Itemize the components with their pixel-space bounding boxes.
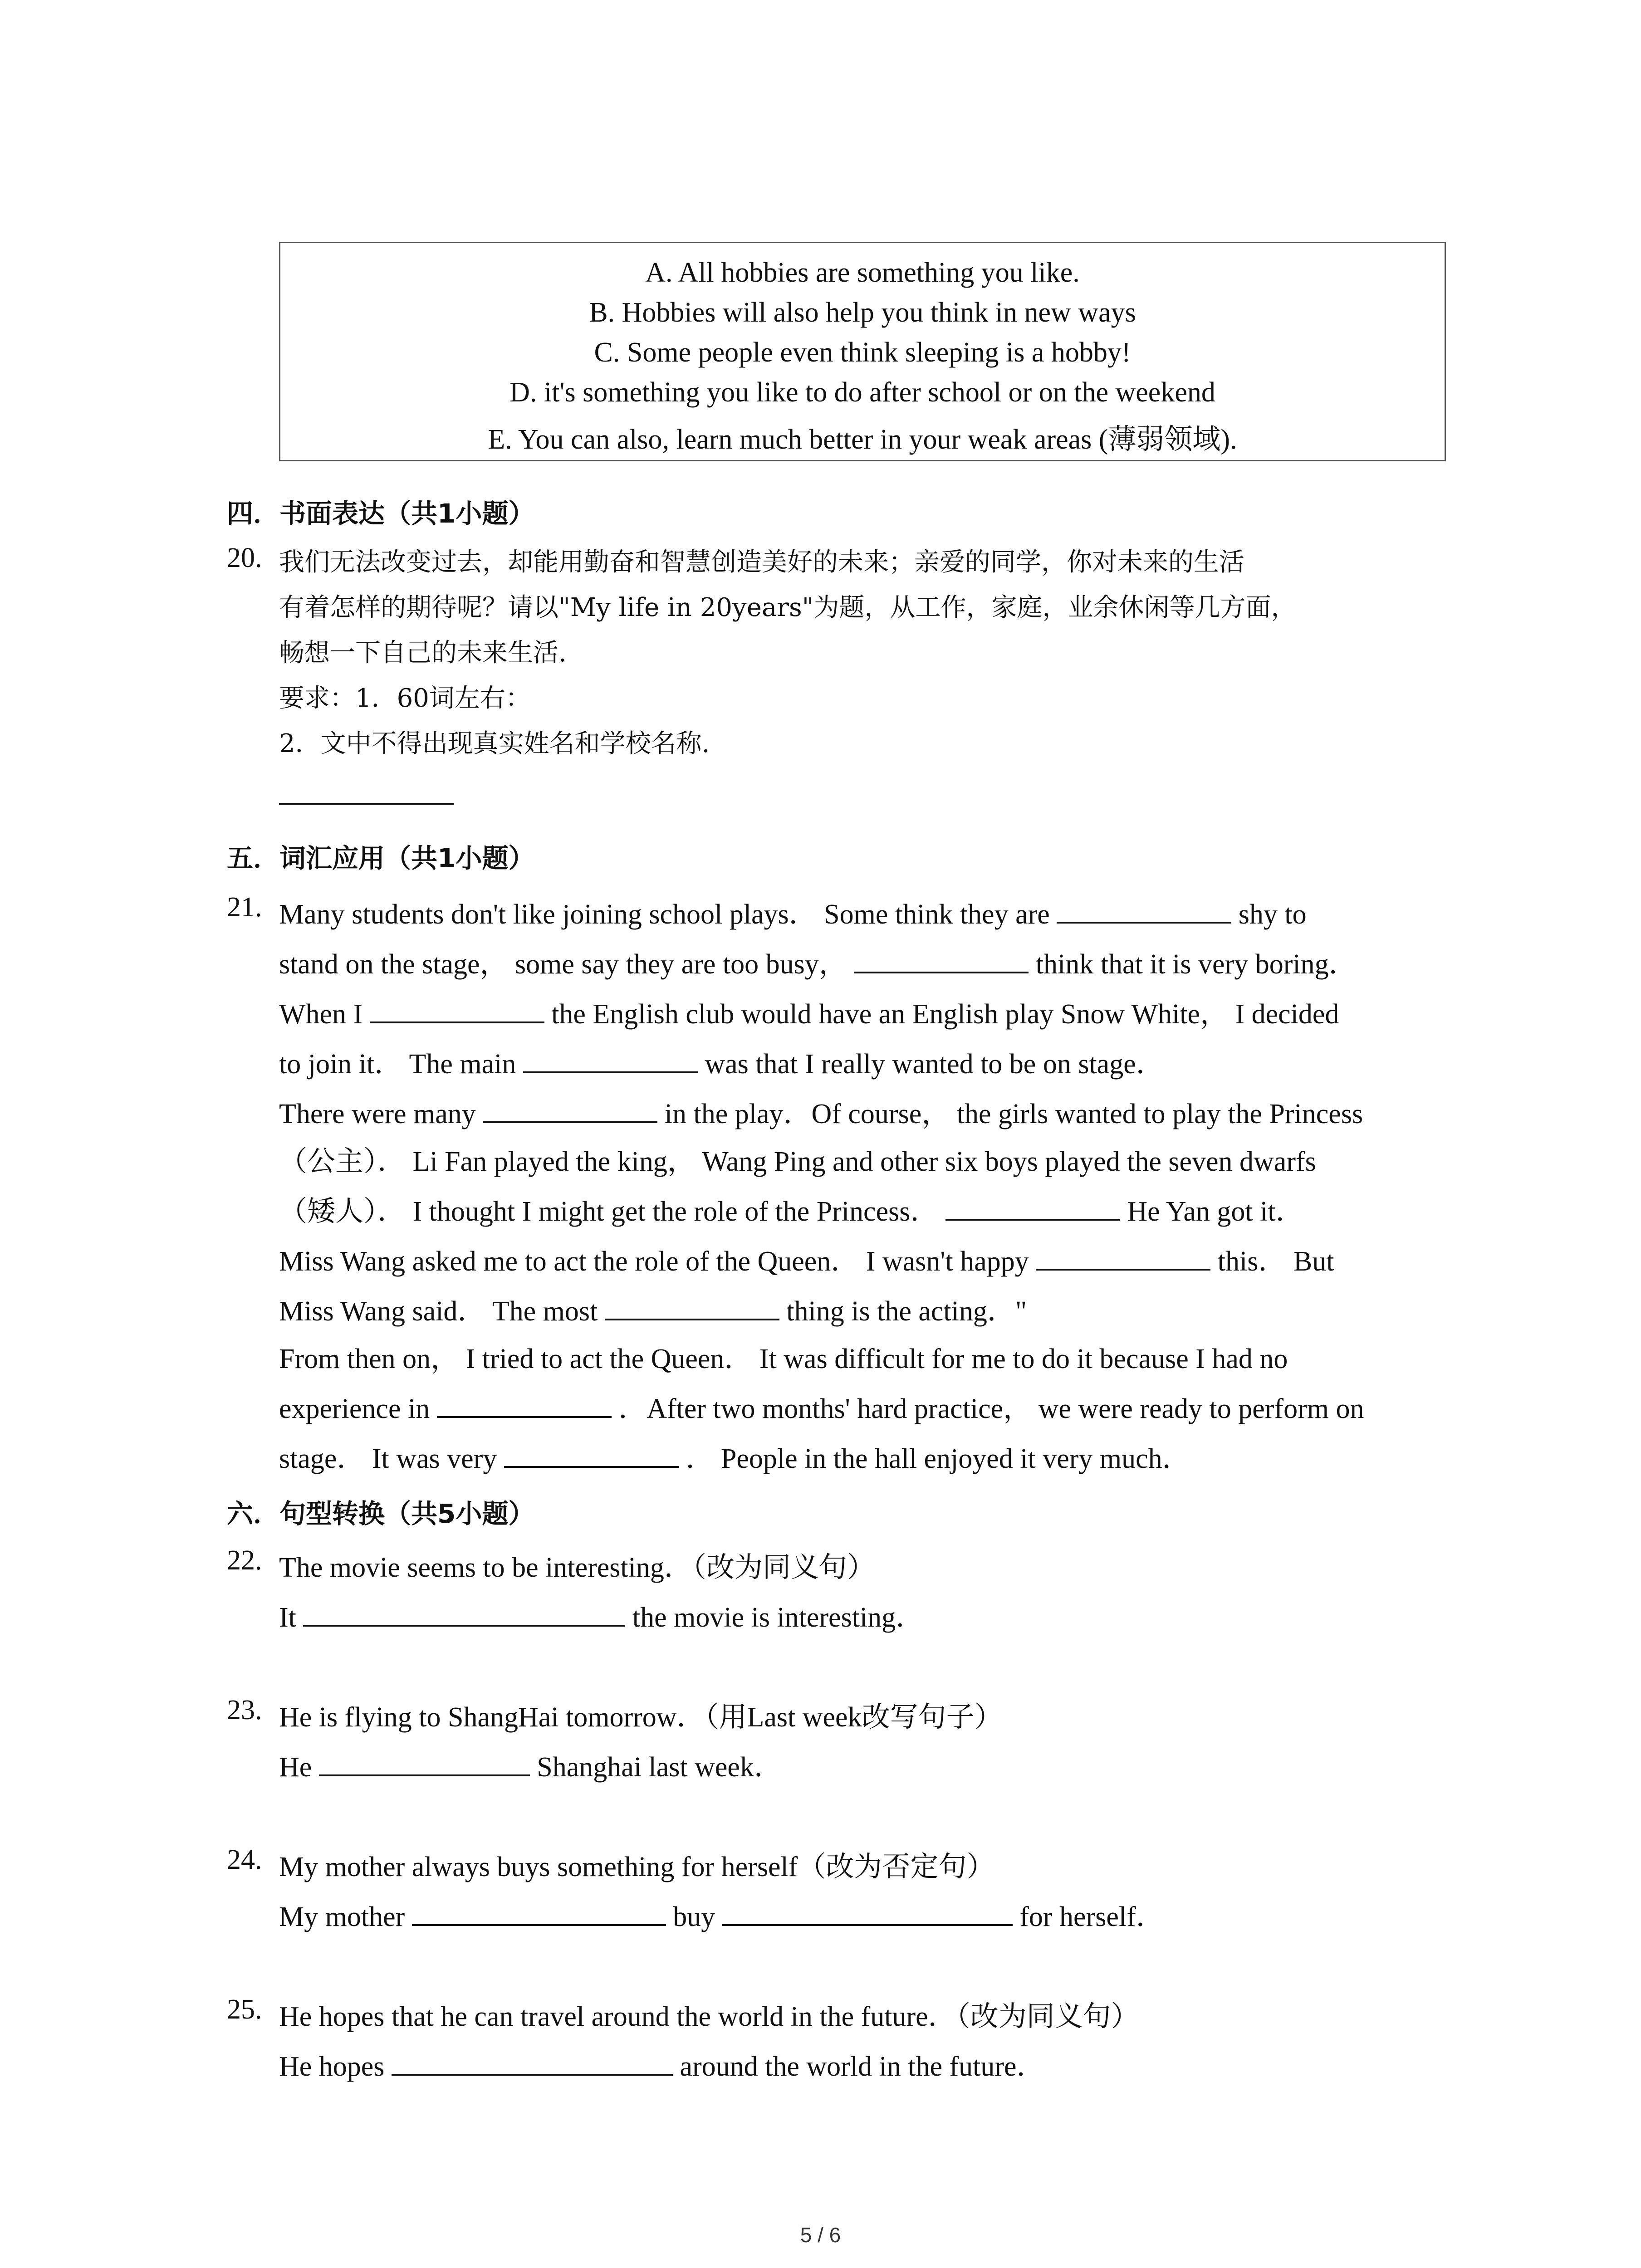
q20-line-4: 要求：1．60词左右： — [279, 684, 531, 713]
text: thing is the acting．" — [779, 1296, 1027, 1327]
text: Shanghai last week． — [529, 1752, 782, 1783]
q23-question: He is flying to ShangHai tomorrow．（用Last week改写句子） — [279, 1702, 1003, 1733]
text: to join it． The main — [279, 1049, 523, 1080]
text: Miss Wang asked me to act the role of the Queen． I wasn't happy — [279, 1246, 1036, 1277]
blank-q23[interactable] — [319, 1756, 530, 1776]
text: It — [279, 1602, 304, 1633]
option-c: C. Some people even think sleeping is a hobby! — [594, 337, 1131, 368]
question-number-20: 20. — [227, 543, 262, 573]
text: for herself． — [1012, 1901, 1164, 1932]
text: ．After two months' hard practice， we were ready to perform on — [611, 1393, 1364, 1424]
blank-8[interactable] — [605, 1300, 779, 1320]
question-number-23: 23. — [227, 1695, 262, 1725]
text: around the world in the future． — [672, 2051, 1045, 2082]
q21-line-10 — [279, 1336, 1288, 1376]
blank-5[interactable] — [483, 1103, 657, 1123]
text: Miss Wang said． The most — [279, 1296, 605, 1327]
text: experience in — [279, 1393, 437, 1424]
blank-q24-1[interactable] — [412, 1906, 666, 1926]
q21-line-12 — [279, 1436, 1190, 1476]
blank-q22[interactable] — [303, 1607, 625, 1627]
section-heading-5: 五．词汇应用（共1小题） — [227, 843, 535, 874]
question-number-24: 24. — [227, 1844, 262, 1875]
q21-line-9 — [279, 1288, 1027, 1329]
options-box — [279, 242, 1446, 461]
text: stand on the stage， some say they are too busy， — [279, 949, 854, 980]
q23-answer — [279, 1744, 782, 1784]
blank-4[interactable] — [523, 1053, 698, 1073]
q21-line-2 — [279, 941, 1357, 982]
q21-line-5 — [279, 1091, 1363, 1131]
text: ． People in the hall enjoyed it very much． — [678, 1443, 1190, 1474]
q21-line-7 — [279, 1188, 1304, 1229]
q21-line-1 — [279, 891, 1307, 932]
text: buy — [666, 1901, 722, 1932]
q21-line-11 — [279, 1386, 1364, 1426]
text: Many students don't like joining school plays． Some think they are — [279, 899, 1057, 930]
q24-question: My mother always buys something for herself（改为否定句） — [279, 1852, 995, 1882]
question-number-25: 25. — [227, 1994, 262, 2025]
text: From then on， I tried to act the Queen． It was difficult for me to do it because I had no — [279, 1344, 1288, 1374]
text: stage． It was very — [279, 1443, 504, 1474]
blank-q24-2[interactable] — [722, 1906, 1013, 1926]
q24-answer — [279, 1894, 1164, 1934]
text: He hopes — [279, 2051, 392, 2082]
q21-line-4 — [279, 1041, 1164, 1081]
q20-line-2: 有着怎样的期待呢？请以"My life in 20years"为题，从工作，家庭，业余休闲等几方面， — [279, 593, 1297, 622]
section-heading-4: 四．书面表达（共1小题） — [227, 498, 535, 529]
q21-line-8 — [279, 1238, 1334, 1279]
text: this． But — [1210, 1246, 1334, 1277]
answer-line-q20[interactable] — [279, 803, 454, 805]
blank-6[interactable] — [945, 1201, 1120, 1221]
text: shy to — [1231, 899, 1307, 930]
page-number: 5 / 6 — [800, 2223, 841, 2247]
blank-9[interactable] — [437, 1398, 612, 1418]
question-number-22: 22. — [227, 1545, 262, 1576]
text: There were many — [279, 1099, 483, 1129]
text: He Yan got it． — [1120, 1196, 1304, 1227]
q21-line-3 — [279, 991, 1339, 1031]
text: He — [279, 1752, 319, 1783]
text: （矮人）． I thought I might get the role of the Princess． — [279, 1196, 945, 1227]
q22-answer — [279, 1594, 924, 1635]
section-heading-6: 六．句型转换（共5小题） — [227, 1498, 535, 1529]
text: My mother — [279, 1901, 412, 1932]
option-e: E. You can also, learn much better in your weak areas (薄弱领域). — [488, 424, 1237, 455]
text: was that I really wanted to be on stage． — [697, 1049, 1164, 1080]
option-b: B. Hobbies will also help you think in new ways — [589, 297, 1136, 328]
q20-line-3: 畅想一下自己的未来生活. — [279, 638, 567, 668]
text: think that it is very boring． — [1029, 949, 1357, 980]
option-d: D. it's something you like to do after school or on the weekend — [509, 377, 1215, 408]
q25-answer — [279, 2043, 1045, 2084]
q21-line-6 — [279, 1139, 1316, 1179]
text: in the play．Of course， the girls wanted to play the Princess — [657, 1099, 1363, 1129]
q25-question: He hopes that he can travel around the world in the future．（改为同义句） — [279, 2001, 1139, 2032]
q20-line-1: 我们无法改变过去，却能用勤奋和智慧创造美好的未来；亲爱的同学，你对未来的生活 — [279, 547, 1244, 577]
text: the English club would have an English play Snow White， I decided — [544, 999, 1339, 1030]
blank-1[interactable] — [1057, 904, 1231, 924]
blank-7[interactable] — [1036, 1251, 1210, 1271]
text: When I — [279, 999, 370, 1030]
q20-line-5: 2．文中不得出现真实姓名和学校名称. — [279, 729, 710, 758]
text: the movie is interesting． — [625, 1602, 924, 1633]
q22-question: The movie seems to be interesting．（改为同义句） — [279, 1552, 875, 1583]
question-number-21: 21. — [227, 892, 262, 923]
blank-3[interactable] — [370, 1003, 544, 1023]
option-a: A. All hobbies are something you like. — [645, 257, 1080, 288]
blank-10[interactable] — [504, 1448, 679, 1468]
blank-2[interactable] — [854, 953, 1029, 973]
blank-q25[interactable] — [392, 2056, 673, 2076]
text: （公主）． Li Fan played the king， Wang Ping and other six boys played the seven dwarfs — [279, 1146, 1316, 1177]
